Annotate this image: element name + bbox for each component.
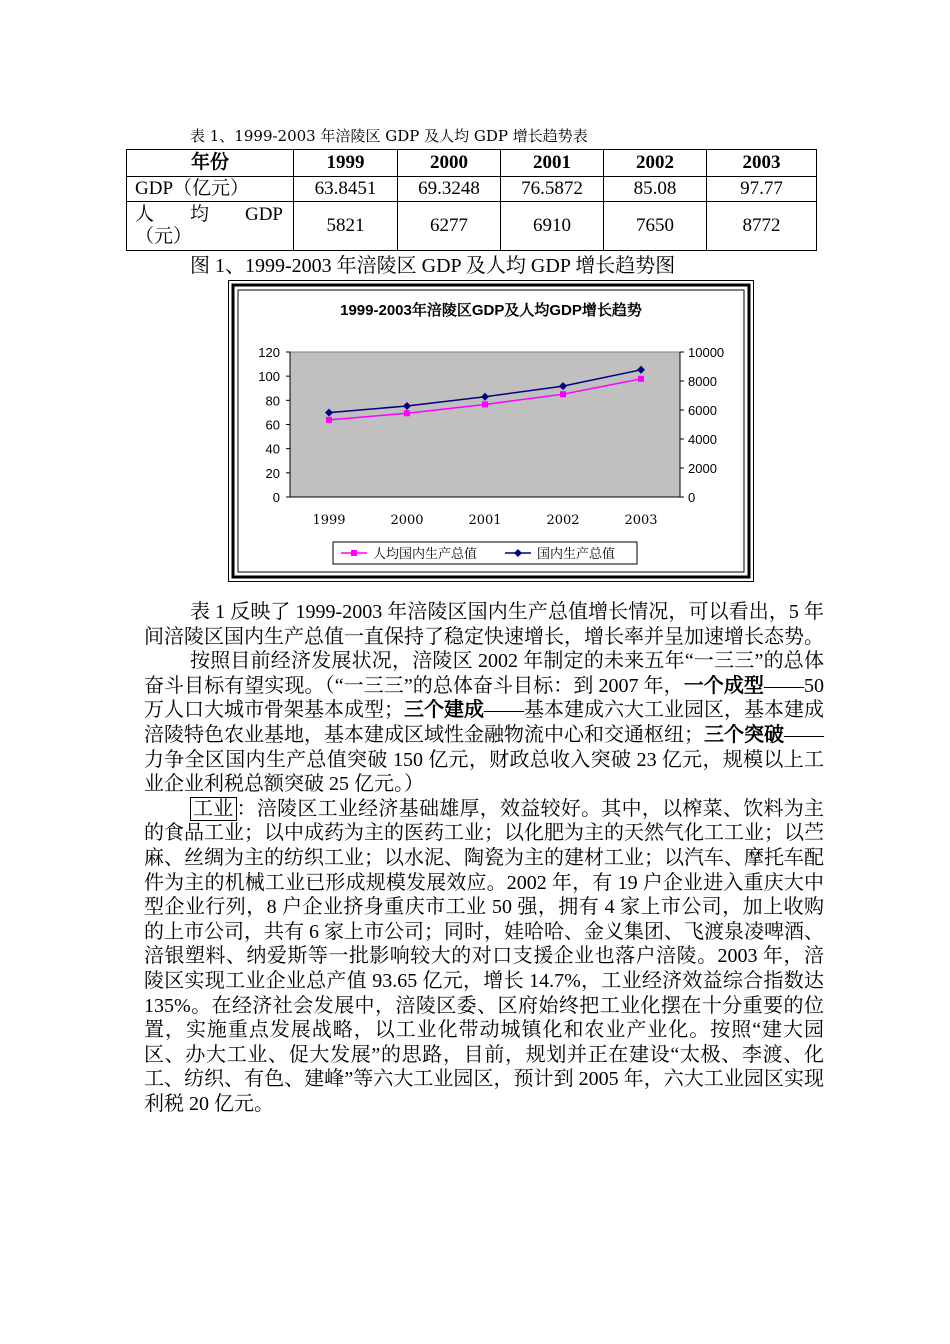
body-text	[144, 600, 824, 1116]
legend-label: 人均国内生产总值	[373, 547, 478, 562]
table-row-per-capita	[127, 202, 817, 251]
paragraph-text: ——力争全区国内生产总值突破 150 亿元，财政总收入突破 23 亿元，规模以上工业企业利税总额突破 25 亿元。）	[144, 723, 824, 796]
series-point	[560, 391, 566, 397]
table-caption: 表 1、1999-2003 年涪陵区 GDP 及人均 GDP 增长趋势表	[190, 127, 588, 145]
paragraph-text: ：涪陵区工业经济基础雄厚，效益较好。其中，以榨菜、饮料为主的食品工业；以中成药为主的医药工业；以化肥为主的天然气化工工业；以苎麻、丝绸为主的纺织工业；以水泥、陶瓷为主的建材工业；以汽车、摩托车配件为主的机械工业已形成规模发展效应。2002 年，有 19 户企业进入重庆大中型企业行列，8 户企业挤身重庆市工业 50 强，拥有 4 家上市公司，加上收购的上市公司，共有 6 家上市公司；同时，娃哈哈、金义集团、飞渡泉凌啤酒、涪银塑料、纳爱斯等一批影响较大的对口支援企业也落户涪陵。2003 年，涪陵区实现工业企业总产值 93.65 亿元，增长 14.7%，工业经济效益综合指数达 135%。在经济社会发展中，涪陵区委、区府始终把工业化摆在十分重要的位置，实施重点发展战略，以工业化带动城镇化和农业产业化。按照“建大园区、办大工业、促大发展”的思路，目前，规划并正在建设“太极、李渡、化工、纺织、有色、建峰”等六大工业园区，预计到 2005 年，六大工业园区实现利税 20 亿元。	[144, 797, 825, 1115]
header-cell: 2002	[604, 150, 707, 177]
table-cell: 8772	[707, 202, 817, 251]
series-point	[482, 401, 488, 407]
table-cell: 7650	[604, 202, 707, 251]
gdp-trend-chart	[229, 281, 753, 581]
row-label-part: 人	[135, 204, 155, 225]
table-cell: 69.3248	[398, 177, 501, 202]
gdp-table	[126, 149, 817, 251]
bold-term: 三个建成	[404, 699, 484, 722]
right-tick-label: 8000	[688, 374, 717, 389]
header-cell: 年份	[127, 150, 294, 177]
bold-term: 一个成型	[683, 674, 764, 697]
chart-frame	[228, 280, 754, 582]
legend-marker	[351, 550, 357, 556]
table-cell: 6277	[398, 202, 501, 251]
table-cell: 76.5872	[501, 177, 604, 202]
left-tick-label: 20	[265, 465, 280, 481]
table-cell: 6910	[501, 202, 604, 251]
right-tick-label: 10000	[688, 345, 725, 360]
chart-title: 1999-2003年涪陵区GDP及人均GDP增长趋势	[340, 302, 642, 319]
series-point	[326, 417, 332, 423]
paragraph-1: 表 1 反映了 1999-2003 年涪陵区国内生产总值增长情况，可以看出，5 年间涪陵区国内生产总值一直保持了稳定快速增长，增长率并呈加速增长态势。	[144, 601, 824, 648]
bold-term: 三个突破	[704, 723, 784, 746]
table-row-gdp	[127, 177, 817, 202]
chart-legend	[333, 542, 637, 564]
row-label-part: GDP	[244, 204, 283, 225]
paragraph-3	[144, 797, 824, 1117]
paragraph-2	[144, 649, 824, 797]
row-label-part: （元）	[135, 226, 193, 247]
x-tick-label: 2003	[624, 513, 658, 528]
left-tick-label: 80	[265, 393, 280, 409]
header-cell: 2000	[398, 150, 501, 177]
table-cell: 85.08	[604, 177, 707, 202]
x-tick-label: 2000	[390, 513, 424, 528]
header-cell: 2001	[501, 150, 604, 177]
row-label-part: 均	[189, 204, 209, 225]
table-cell: 5821	[294, 202, 398, 251]
left-tick-label: 0	[272, 490, 280, 505]
header-cell: 1999	[294, 150, 398, 177]
header-cell: 2003	[707, 150, 817, 177]
table-header-row	[127, 150, 817, 177]
series-point	[404, 410, 410, 416]
right-tick-label: 2000	[688, 461, 717, 476]
paragraph-text: ——50 万人口大城市骨架基本成型；	[144, 674, 824, 722]
left-tick-label: 100	[258, 369, 280, 385]
series-point	[638, 376, 644, 382]
x-tick-label: 2002	[546, 513, 580, 528]
table-cell: 97.77	[707, 177, 817, 202]
left-tick-label: 60	[265, 417, 280, 433]
right-tick-label: 6000	[688, 403, 717, 418]
table-cell: 63.8451	[294, 177, 398, 202]
x-tick-label: 1999	[312, 513, 346, 528]
left-tick-label: 120	[258, 345, 280, 360]
row-label: GDP（亿元）	[127, 177, 294, 202]
legend-label: 国内生产总值	[537, 547, 616, 562]
figure-caption: 图 1、1999-2003 年涪陵区 GDP 及人均 GDP 增长趋势图	[190, 255, 676, 277]
x-tick-label: 2001	[468, 513, 502, 528]
boxed-label: 工业	[190, 797, 237, 821]
right-tick-label: 0	[688, 490, 696, 505]
left-tick-label: 40	[265, 441, 280, 457]
paragraph-text: ——基本建成六大工业园区，基本建成涪陵特色农业基地，基本建成区域性金融物流中心和交通枢纽；	[144, 699, 824, 746]
row-label	[127, 202, 294, 251]
right-tick-label: 4000	[688, 432, 717, 447]
paragraph-text: 按照目前经济发展状况，涪陵区 2002 年制定的未来五年“一三三”的总体奋斗目标有望实现。（“一三三”的总体奋斗目标：到 2007 年，	[144, 650, 824, 697]
